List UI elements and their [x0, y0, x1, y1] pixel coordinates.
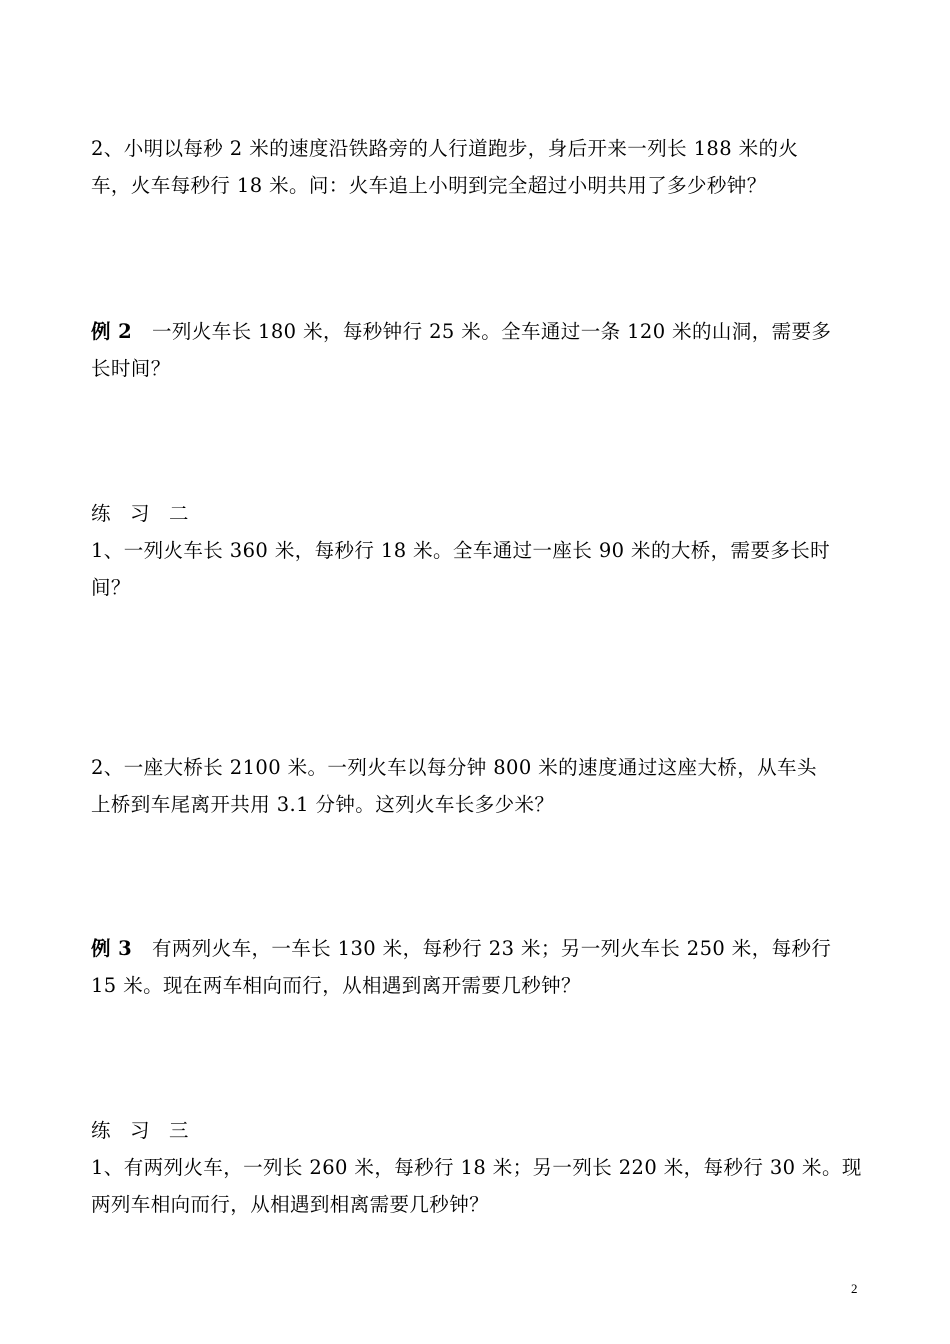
exercise-3-heading: 练 习 三: [91, 1119, 189, 1142]
example-3: [91, 930, 861, 1004]
exercise-3-problem-1-line-2: 两列车相向而行，从相遇到相离需要几秒钟？: [91, 1193, 490, 1216]
exercise-2-problem-2-line-1: 2、一座大桥长 2100 米。一列火车以每分钟 800 米的速度通过这座大桥，从车头: [91, 756, 817, 779]
exercise-2-problem-1: [91, 532, 861, 606]
example-2-text-1: 一列火车长 180 米，每秒钟行 25 米。全车通过一条 120 米的山洞，需要多: [132, 320, 832, 343]
problem-2-line-1: 2、小明以每秒 2 米的速度沿铁路旁的人行道跑步，身后开来一列长 188 米的火: [91, 137, 799, 160]
exercise-3-problem-1-line-1: 1、有两列火车，一列长 260 米，每秒行 18 米；另一列长 220 米，每秒行 30 米。现: [91, 1156, 862, 1179]
example-3-line-1: [91, 930, 861, 967]
exercise-2-problem-2-line-2: 上桥到车尾离开共用 3.1 分钟。这列火车长多少米？: [91, 793, 555, 816]
example-3-label: 例 3: [91, 937, 133, 960]
problem-2-line-2: 车，火车每秒行 18 米。问：火车追上小明到完全超过小明共用了多少秒钟？: [91, 174, 767, 197]
example-2-line-2: 长时间？: [91, 357, 171, 380]
exercise-2-heading: 练 习 二: [91, 502, 189, 525]
exercise-3-problem-1: [91, 1149, 861, 1223]
exercise-2-problem-1-line-2: 间？: [91, 576, 131, 599]
example-3-line-2: 15 米。现在两车相向而行，从相遇到离开需要几秒钟？: [91, 974, 581, 997]
problem-2: [91, 130, 861, 204]
page-number: 2: [851, 1281, 858, 1296]
exercise-2-problem-1-line-1: 1、一列火车长 360 米，每秒行 18 米。全车通过一座长 90 米的大桥，需要多长时: [91, 539, 831, 562]
example-2-line-1: [91, 313, 861, 350]
example-2-label: 例 2: [91, 320, 133, 343]
exercise-2-problem-2: [91, 749, 861, 823]
example-3-text-1: 有两列火车，一车长 130 米，每秒行 23 米；另一列火车长 250 米，每秒行: [132, 937, 832, 960]
example-2: [91, 313, 861, 387]
